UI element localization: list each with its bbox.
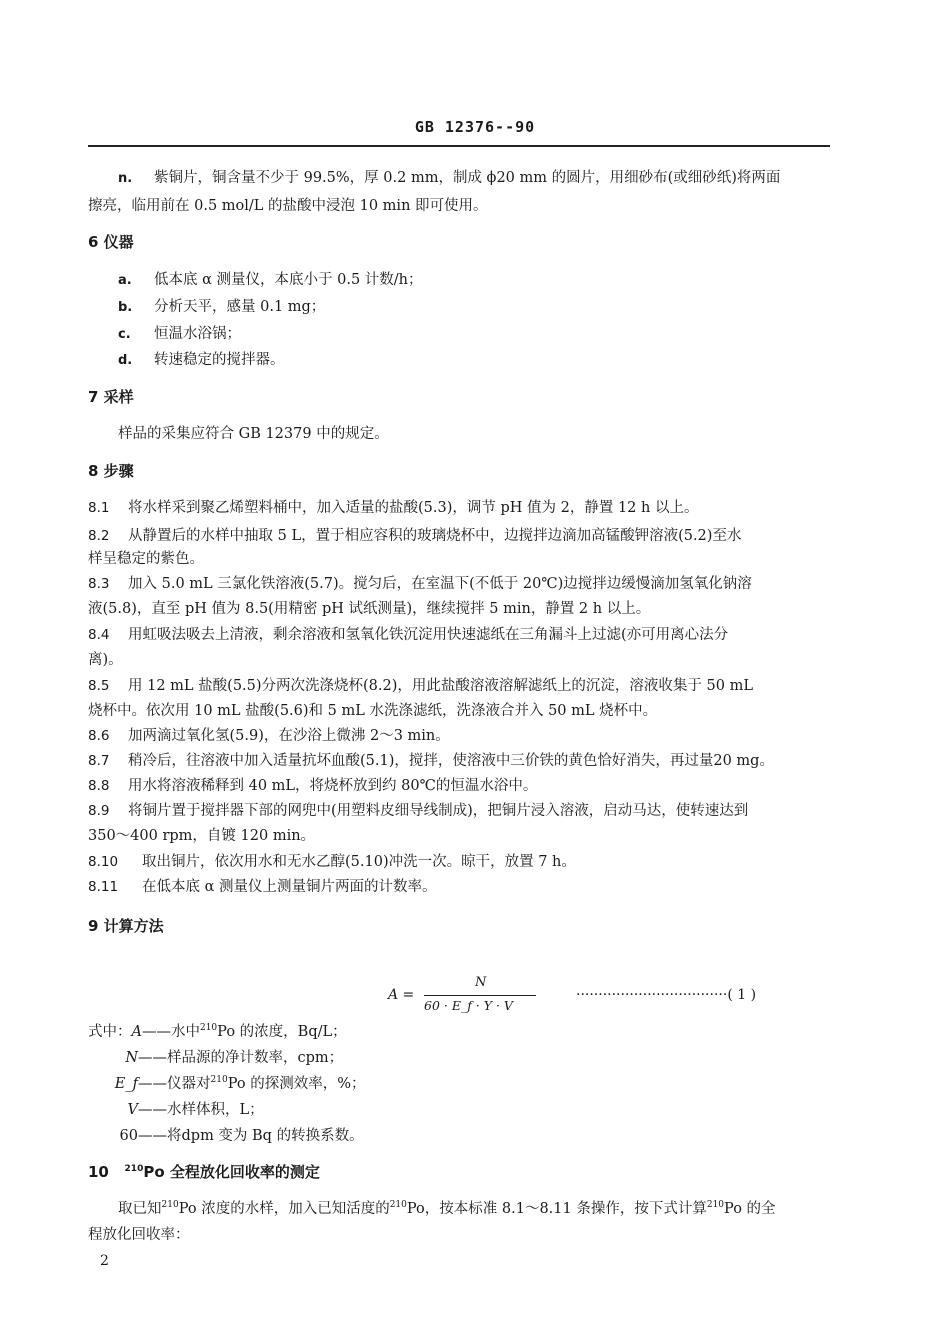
equation-leader-dots: ··································( 1 ) — [576, 987, 757, 1003]
definition-row: V——水样体积，L； — [127, 1102, 264, 1118]
step-8-2-cont: 样呈稳定的紫色。 — [88, 551, 204, 567]
list-item: b. 分析天平，感量 0.1 mg； — [118, 299, 326, 315]
list-item: d. 转速稳定的搅拌器。 — [118, 352, 285, 368]
list-item: c. 恒温水浴锅； — [118, 326, 241, 342]
section-6-heading: 6 仪器 — [88, 233, 134, 251]
section-7-heading: 7 采样 — [88, 388, 134, 406]
equation-lhs: A = — [388, 987, 415, 1003]
equation-1 — [388, 975, 838, 1015]
step-8-5: 8.5 用 12 mL 盐酸(5.5)分两次洗涤烧杯(8.2)，用此盐酸溶液溶解滤纸上的沉淀，溶液收集于 50 mL — [88, 678, 753, 694]
definition-row: 60——将dpm 变为 Bq 的转换系数。 — [119, 1128, 364, 1144]
section-9-heading: 9 计算方法 — [88, 917, 164, 935]
section-10-line1: 取已知$^{210}$Po 浓度的水样，加入已知活度的$^{210}$Po，按本标准 8.1～8.11 条操作，按下式计算$^{210}$Po 的全 — [118, 1200, 776, 1217]
equation-denominator: 60 · E_f · Y · V — [424, 998, 513, 1013]
step-8-5-cont: 烧杯中。依次用 10 mL 盐酸(5.6)和 5 mL 水洗涤滤纸，洗涤液合并入 50 mL 烧杯中。 — [88, 703, 658, 719]
step-8-1: 8.1 将水样采到聚乙烯塑料桶中，加入适量的盐酸(5.3)，调节 pH 值为 2，静置 12 h 以上。 — [88, 500, 699, 516]
step-8-9-cont: 350～400 rpm，自镀 120 min。 — [88, 828, 316, 844]
section-7-text: 样品的采集应符合 GB 12379 中的规定。 — [118, 426, 389, 442]
fraction-bar — [424, 995, 536, 996]
list-item: a. 低本底 α 测量仪，本底小于 0.5 计数/h； — [118, 272, 423, 288]
step-8-2: 8.2 从静置后的水样中抽取 5 L，置于相应容积的玻璃烧杯中，边搅拌边滴加高锰酸钾溶液(5.2)至水 — [88, 528, 742, 544]
definition-row: 式中：A——水中$^{210}$Po 的浓度，Bq/L； — [88, 1023, 347, 1040]
step-8-7: 8.7 稍冷后，往溶液中加入适量抗坏血酸(5.1)，搅拌，使溶液中三价铁的黄色恰好消失，再过量20 mg。 — [88, 753, 774, 769]
section-10-heading: 10 $^{210}$Po 全程放化回收率的测定 — [88, 1163, 320, 1181]
definition-row: N——样品源的净计数率，cpm； — [125, 1050, 344, 1066]
step-8-3: 8.3 加入 5.0 mL 三氯化铁溶液(5.7)。搅匀后，在室温下(不低于 20℃)边搅拌边缓慢滴加氢氧化钠溶 — [88, 576, 752, 592]
step-8-10: 8.10 取出铜片，依次用水和无水乙醇(5.10)冲洗一次。晾干，放置 7 h。 — [88, 854, 576, 870]
step-8-3-cont: 液(5.8)，直至 pH 值为 8.5(用精密 pH 试纸测量)，继续搅拌 5 min，静置 2 h 以上。 — [88, 601, 651, 617]
equation-numerator: N — [475, 975, 487, 990]
standard-header: GB 12376--90 — [414, 118, 536, 136]
page-number: 2 — [100, 1253, 109, 1269]
step-8-9: 8.9 将铜片置于搅拌器下部的网兜中(用塑料皮细导线制成)，把铜片浸入溶液，启动马达，使转速达到 — [88, 803, 749, 819]
step-8-11: 8.11 在低本底 α 测量仪上测量铜片两面的计数率。 — [88, 879, 437, 895]
section-8-heading: 8 步骤 — [88, 462, 134, 480]
item-label: n. — [118, 171, 133, 186]
equation-number: ( 1 ) — [727, 987, 757, 1003]
where-label: 式中： — [88, 1024, 132, 1040]
para-n-line1: n. 紫铜片，铜含量不少于 99.5%，厚 0.2 mm，制成 ϕ20 mm 的圆片，用细砂布(或细砂纸)将两面 — [118, 168, 860, 189]
header-rule — [88, 145, 830, 147]
step-8-8: 8.8 用水将溶液稀释到 40 mL，将烧杯放到约 80℃的恒温水浴中。 — [88, 778, 538, 794]
step-8-4-cont: 离)。 — [88, 652, 123, 668]
step-8-4: 8.4 用虹吸法吸去上清液，剩余溶液和氢氧化铁沉淀用快速滤纸在三角漏斗上过滤(亦可用离心法分 — [88, 627, 729, 643]
step-8-6: 8.6 加两滴过氧化氢(5.9)，在沙浴上微沸 2～3 min。 — [88, 728, 450, 744]
para-n-line2: 擦亮，临用前在 0.5 mol/L 的盐酸中浸泡 10 min 即可使用。 — [88, 198, 488, 214]
section-10-line2: 程放化回收率： — [88, 1227, 190, 1243]
definition-row: E_f——仪器对$^{210}$Po 的探测效率，%； — [114, 1075, 366, 1092]
